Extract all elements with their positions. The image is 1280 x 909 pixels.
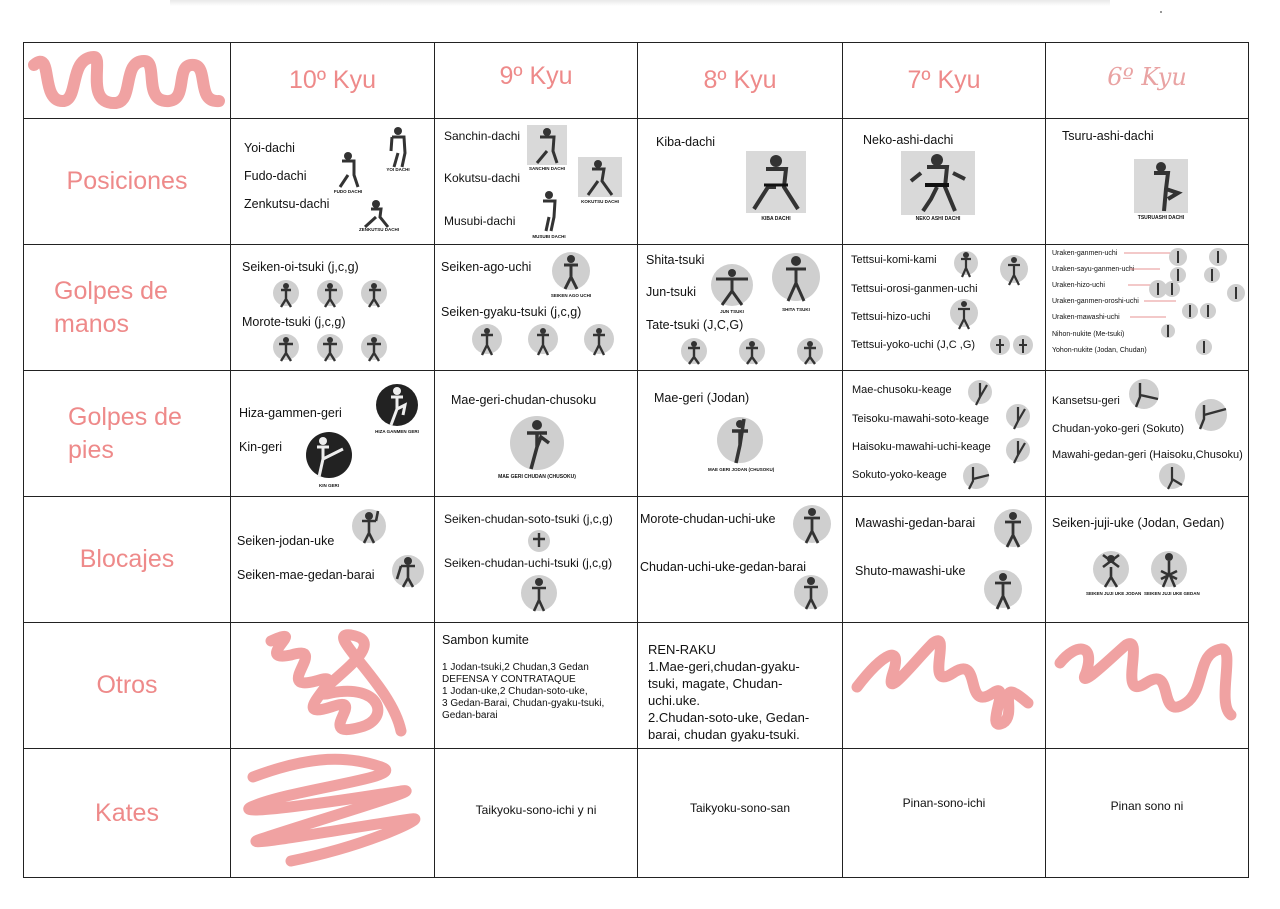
fudo-dachi-figure — [334, 151, 362, 189]
cell-manos-6 — [1046, 245, 1249, 371]
technique-label: Tettsui-orosi-ganmen-uchi — [851, 283, 978, 295]
zenkutsu-dachi-figure — [361, 199, 391, 229]
header-row — [24, 43, 1249, 119]
yoko-uchi-figures — [989, 333, 1035, 359]
komi-kami-figure — [953, 249, 979, 279]
renraku-line: barai, chudan gyaku-tsuki. — [648, 727, 800, 742]
ago-uchi-figure — [551, 251, 591, 291]
figure-caption: NEKO ASHI DACHI — [915, 216, 961, 222]
cell-kates-6 — [1046, 749, 1249, 878]
kata-name: Pinan sono ni — [1110, 799, 1184, 813]
scribble-mark — [231, 623, 435, 749]
cell-blocajes-10 — [231, 497, 435, 623]
figure-caption: SHITA TSUKI — [782, 307, 810, 312]
cell-blocajes-7 — [843, 497, 1046, 623]
kumite-details — [442, 662, 638, 722]
kumite-title: Sambon kumite — [442, 633, 529, 647]
tsuruashi-dachi-figure — [1134, 159, 1188, 213]
cell-manos-10 — [231, 245, 435, 371]
cell-blocajes-9 — [435, 497, 638, 623]
cell-pies-8 — [638, 371, 843, 497]
neko-ashi-dachi-figure — [901, 151, 975, 215]
figure-caption: ZENKUTSU DACHI — [359, 227, 399, 232]
row-label-kates: Kates — [24, 749, 231, 878]
technique-label: Chudan-uchi-uke-gedan-barai — [640, 560, 807, 574]
technique-label: Hiza-gammen-geri — [239, 406, 342, 420]
kumite-line: 1 Jodan-uke,2 Chudan-soto-uke, — [442, 686, 588, 697]
technique-label: Zenkutsu-dachi — [244, 197, 330, 211]
technique-label: Shuto-mawashi-uke — [855, 564, 966, 578]
uchi-keage-figure — [1005, 435, 1031, 465]
kumite-line: Gedan-barai — [442, 710, 498, 721]
figure-caption: SEIKEN JUJI UKE GEDAN — [1144, 591, 1200, 596]
scribble-mark — [24, 43, 231, 119]
figure-caption: YOI DACHI — [386, 167, 410, 172]
kumite-line: DEFENSA Y CONTRATAQUE — [442, 674, 576, 685]
scribble-mark — [1046, 623, 1249, 749]
morote-tsuki-figures — [266, 333, 396, 363]
technique-label: Fudo-dachi — [244, 169, 307, 183]
scan-top-edge — [170, 0, 1110, 6]
technique-label: Teisoku-mawahi-soto-keage — [852, 413, 989, 425]
kyu-requirements-table — [23, 42, 1249, 878]
technique-label: Mae-geri (Jodan) — [654, 391, 750, 405]
uraken-figures — [1116, 247, 1246, 367]
gedan-geri-figure — [1158, 461, 1186, 491]
cell-kates-8 — [638, 749, 843, 878]
technique-label: Morote-tsuki (j,c,g) — [242, 315, 346, 329]
technique-label: Tate-tsuki (J,C,G) — [646, 318, 744, 332]
technique-label: Tettsui-yoko-uchi (J,C ,G) — [851, 339, 976, 351]
cell-otros-7 — [843, 623, 1046, 749]
cell-pies-9 — [435, 371, 638, 497]
soto-keage-figure — [1005, 401, 1031, 431]
technique-label: Seiken-gyaku-tsuki (j,c,g) — [441, 305, 582, 319]
technique-label: Seiken-chudan-uchi-tsuki (j,c,g) — [444, 556, 613, 570]
figure-caption: JUN TSUKI — [720, 309, 744, 314]
technique-label: Seiken-ago-uchi — [441, 260, 532, 274]
cell-manos-9 — [435, 245, 638, 371]
kin-geri-figure — [303, 431, 355, 479]
figure-caption: FUDO DACHI — [333, 189, 363, 194]
cell-blocajes-8 — [638, 497, 843, 623]
scribble-mark — [231, 749, 435, 878]
cell-otros-6 — [1046, 623, 1249, 749]
technique-label: Seiken-oi-tsuki (j,c,g) — [242, 260, 359, 274]
technique-label: Uraken-ganmen-uchi — [1052, 250, 1118, 257]
technique-label: Kiba-dachi — [656, 135, 716, 149]
row-golpes-de-manos — [24, 245, 1249, 371]
technique-label: Kin-geri — [239, 440, 283, 454]
mae-geri-chudan-figure — [509, 415, 565, 471]
cell-kates-7 — [843, 749, 1046, 878]
tate-tsuki-figures — [674, 337, 834, 365]
cell-posiciones-8 — [638, 119, 843, 245]
morote-uchi-uke-figure — [792, 503, 832, 545]
scan-speck — [1160, 11, 1162, 13]
row-otros — [24, 623, 1249, 749]
uchi-tsuki-figure — [519, 573, 559, 613]
technique-label: Seiken-mae-gedan-barai — [237, 568, 375, 582]
technique-label: Tettsui-hizo-uchi — [851, 311, 931, 323]
technique-label: Mae-geri-chudan-chusoku — [451, 393, 597, 407]
yoi-dachi-figure — [383, 125, 413, 169]
gedan-barai-figure — [391, 553, 425, 589]
row-label-posiciones: Posiciones — [24, 119, 231, 245]
renraku-line: uchi.uke. — [648, 693, 701, 708]
cell-blocajes-6 — [1046, 497, 1249, 623]
technique-label: Sanchin-dachi — [444, 129, 521, 143]
technique-label: Chudan-yoko-geri (Sokuto) — [1052, 423, 1185, 435]
row-label-otros: Otros — [24, 623, 231, 749]
technique-label: Uraken-sayu-ganmen-uchi — [1052, 266, 1135, 273]
cell-manos-8 — [638, 245, 843, 371]
row-label-golpes-de-manos: Golpes de manos — [24, 245, 231, 371]
renraku-line: tsuki, magate, Chudan- — [648, 676, 783, 691]
kumite-line: 3 Gedan-Barai, Chudan-gyaku-tsuki, — [442, 698, 605, 709]
mae-geri-jodan-figure — [716, 415, 764, 465]
row-blocajes — [24, 497, 1249, 623]
cell-manos-7 — [843, 245, 1046, 371]
gyaku-tsuki-figures — [465, 323, 635, 359]
technique-label: Uraken-ganmen-oroshi-uchi — [1052, 298, 1139, 305]
technique-label: Haisoku-mawahi-uchi-keage — [852, 441, 991, 453]
technique-label: Tettsui-komi-kami — [851, 254, 937, 266]
soto-tsuki-figure — [521, 529, 557, 553]
shita-tsuki-figure — [772, 249, 820, 305]
row-label-blocajes: Blocajes — [24, 497, 231, 623]
cell-posiciones-10 — [231, 119, 435, 245]
juji-uke-jodan-figure — [1092, 549, 1130, 589]
renraku-line: 1.Mae-geri,chudan-gyaku- — [648, 659, 800, 674]
juji-uke-gedan-figure — [1150, 549, 1188, 589]
cell-kates-10 — [231, 749, 435, 878]
header-8-kyu: 8º Kyu — [638, 43, 843, 119]
technique-label: Mawahi-gedan-geri (Haisoku,Chusoku) — [1052, 449, 1243, 461]
cell-pies-10 — [231, 371, 435, 497]
jun-tsuki-figure — [708, 263, 756, 307]
technique-label: Shita-tsuki — [646, 253, 705, 267]
technique-label: Sokuto-yoko-keage — [852, 469, 947, 481]
corner-cell — [24, 43, 231, 119]
technique-label: Musubi-dachi — [444, 214, 516, 228]
cell-pies-7 — [843, 371, 1046, 497]
technique-label: Seiken-chudan-soto-tsuki (j,c,g) — [444, 512, 613, 526]
renraku-details — [648, 641, 838, 743]
renraku-title: REN-RAKU — [648, 642, 716, 657]
figure-caption: SANCHIN DACHI — [529, 166, 565, 171]
header-9-kyu: 9º Kyu — [435, 43, 638, 119]
figure-caption: KIN GERI — [318, 483, 339, 488]
row-golpes-de-pies — [24, 371, 1249, 497]
technique-label: Mae-chusoku-keage — [852, 384, 952, 396]
chusoku-keage-figure — [967, 377, 993, 407]
musubi-dachi-figure — [531, 189, 567, 233]
oi-tsuki-figures — [266, 279, 396, 309]
row-label-golpes-de-pies: Golpes de pies — [24, 371, 231, 497]
technique-label: Uraken-mawashi-uchi — [1052, 314, 1120, 321]
cell-pies-6 — [1046, 371, 1249, 497]
renraku-line: 2.Chudan-soto-uke, Gedan- — [648, 710, 810, 725]
kata-name: Taikyoku-sono-ichi y ni — [475, 803, 597, 817]
sanchin-dachi-figure — [527, 125, 567, 165]
orosi-figure — [999, 253, 1029, 287]
technique-label: Tsuru-ashi-dachi — [1062, 129, 1154, 143]
header-6-kyu: 6º Kyu — [1046, 43, 1249, 119]
figure-caption: MUSUBI DACHI — [532, 234, 566, 239]
kata-name: Taikyoku-sono-san — [689, 801, 791, 815]
cell-kates-9 — [435, 749, 638, 878]
technique-label: Mawashi-gedan-barai — [855, 516, 976, 530]
technique-label: Seiken-juji-uke (Jodan, Gedan) — [1052, 516, 1225, 530]
technique-label: Neko-ashi-dachi — [863, 133, 954, 147]
technique-label: Kansetsu-geri — [1052, 395, 1120, 407]
technique-label: Nihon-nukite (Me-tsuki) — [1052, 331, 1125, 338]
figure-caption: MAE GERI CHUDAN (CHUSOKU) — [498, 474, 576, 480]
technique-label: Uraken-hizo-uchi — [1052, 282, 1105, 289]
technique-label: Seiken-jodan-uke — [237, 534, 335, 548]
kumite-line: 1 Jodan-tsuki,2 Chudan,3 Gedan — [442, 662, 589, 673]
technique-label: Kokutsu-dachi — [444, 171, 521, 185]
row-posiciones — [24, 119, 1249, 245]
mawashi-barai-figure — [993, 507, 1033, 549]
technique-label: Yoi-dachi — [244, 141, 295, 155]
shuto-mawashi-figure — [983, 567, 1023, 611]
kiba-dachi-figure — [746, 151, 806, 213]
uchi-uke-gedan-figure — [792, 573, 830, 611]
header-10-kyu: 10º Kyu — [231, 43, 435, 119]
cell-otros-9 — [435, 623, 638, 749]
cell-otros-8 — [638, 623, 843, 749]
yoko-keage-figure — [961, 461, 991, 491]
cell-posiciones-7 — [843, 119, 1046, 245]
figure-caption: SEIKEN AGO UCHI — [550, 293, 592, 298]
hiza-geri-figure — [375, 381, 419, 429]
technique-label: Jun-tsuki — [646, 285, 697, 299]
figure-caption: KOKUTSU DACHI — [581, 199, 619, 204]
cell-posiciones-6 — [1046, 119, 1249, 245]
technique-label: Yohon-nukite (Jodan, Chudan) — [1052, 347, 1147, 354]
cell-posiciones-9 — [435, 119, 638, 245]
figure-caption: MAE GERI JODAN (CHUSOKU) — [708, 467, 775, 472]
hizo-uchi-figure — [949, 297, 979, 333]
yoko-geri-figure — [1194, 397, 1228, 433]
technique-label: Morote-chudan-uchi-uke — [640, 512, 776, 526]
header-7-kyu: 7º Kyu — [843, 43, 1046, 119]
scribble-mark — [843, 623, 1046, 749]
figure-caption: SEIKEN JUJI UKE JODAN — [1086, 591, 1142, 596]
kokutsu-dachi-figure — [578, 157, 622, 197]
figure-caption: HIZA GANMEN GERI — [375, 429, 419, 434]
figure-caption: TSURUASHI DACHI — [1137, 215, 1185, 221]
jodan-uke-figure — [351, 507, 387, 545]
kata-name: Pinan-sono-ichi — [902, 796, 986, 810]
kansetsu-geri-figure — [1128, 377, 1160, 411]
row-kates — [24, 749, 1249, 878]
cell-otros-10 — [231, 623, 435, 749]
figure-caption: KIBA DACHI — [761, 216, 791, 222]
